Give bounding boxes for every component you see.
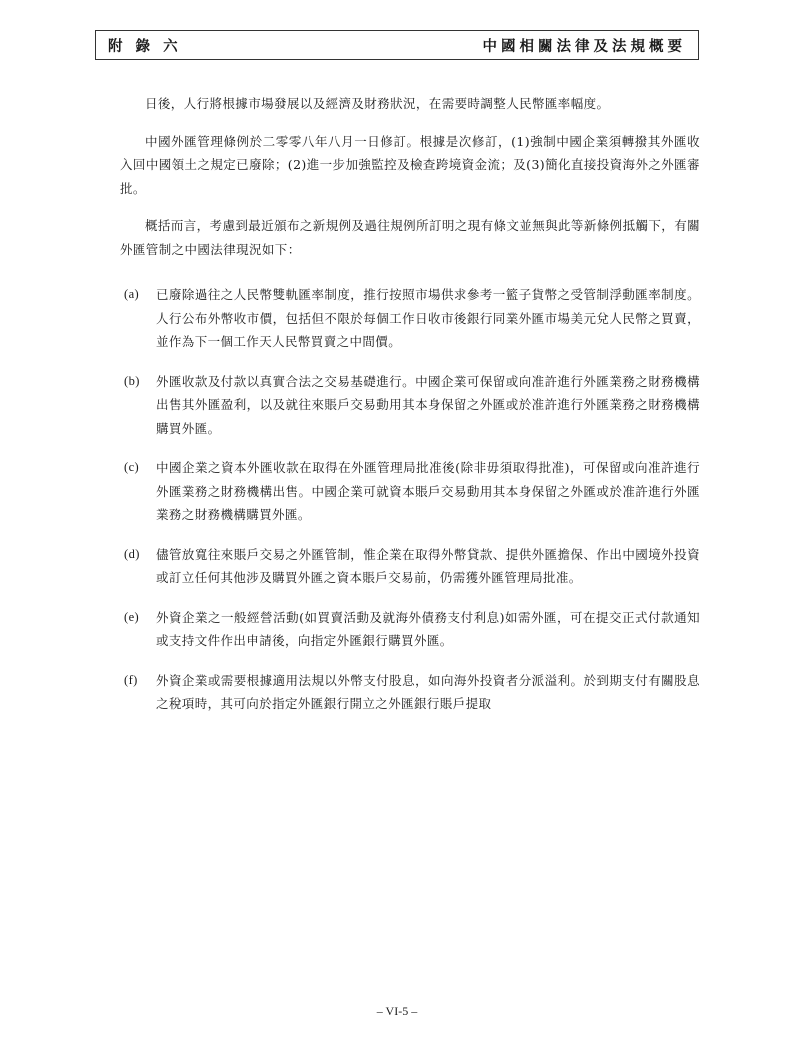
item-text: 已廢除過往之人民幣雙軌匯率制度，推行按照市場供求參考一籃子貨幣之受管制浮動匯率制度。人行公布外幣收市價，包括但不限於每個工作日收市後銀行同業外匯市場美元兌人民幣之買賣，並作為下一個工作天人民幣買賣之中間價。 xyxy=(156,287,700,349)
list-item xyxy=(120,543,700,590)
item-label: (f) xyxy=(124,672,138,687)
list-item xyxy=(120,606,700,653)
item-label: (b) xyxy=(124,373,140,388)
item-text: 外資企業或需要根據適用法規以外幣支付股息，如向海外投資者分派溢利。於到期支付有關股息之稅項時，其可向於指定外匯銀行開立之外匯銀行賬戶提取 xyxy=(156,672,700,711)
item-label: (e) xyxy=(124,609,140,624)
paragraph: 概括而言，考慮到最近頒布之新規例及過往規例所訂明之現有條文並無與此等新條例抵觸下，有關外匯管制之中國法律現況如下： xyxy=(120,218,700,257)
header-section-title: 中國相關法律及法規概要 xyxy=(482,38,686,55)
item-label: (a) xyxy=(124,287,140,301)
list-item xyxy=(120,456,700,527)
item-text: 儘管放寬往來賬戶交易之外匯管制，惟企業在取得外幣貸款、提供外匯擔保、作出中國境外投資或訂立任何其他涉及購買外匯之資本賬戶交易前，仍需獲外匯管理局批准。 xyxy=(156,546,700,585)
page-number: – VI-5 – xyxy=(376,1004,418,1018)
item-list xyxy=(120,283,700,716)
header-appendix-label: 附 錄 六 xyxy=(108,38,182,55)
paragraph: 中國外匯管理條例於二零零八年八月一日修訂。根據是次修訂，(1)強制中國企業須轉撥其外匯收入回中國領土之規定已廢除；(2)進一步加強監控及檢查跨境資金流；及(3)簡化直接投資海外之外匯審批。 xyxy=(120,133,700,196)
item-text: 外資企業之一般經營活動(如買賣活動及就海外債務支付利息)如需外匯，可在提交正式付款通知或支持文件作出申請後，向指定外匯銀行購買外匯。 xyxy=(156,609,700,648)
list-item xyxy=(120,669,700,716)
list-item xyxy=(120,370,700,441)
list-item xyxy=(120,283,700,354)
item-label: (c) xyxy=(124,460,140,474)
item-label: (d) xyxy=(124,546,140,561)
paragraph: 日後，人行將根據市場發展以及經濟及財務狀況，在需要時調整人民幣匯率幅度。 xyxy=(145,96,610,111)
item-text: 外匯收款及付款以真實合法之交易基礎進行。中國企業可保留或向准許進行外匯業務之財務機構出售其外匯盈利，以及就往來賬戶交易動用其本身保留之外匯或於准許進行外匯業務之財務機構購買外匯。 xyxy=(156,373,700,436)
page-body xyxy=(120,92,700,732)
page-header xyxy=(95,30,699,60)
item-text: 中國企業之資本外匯收款在取得在外匯管理局批准後(除非毋須取得批准)，可保留或向准許進行外匯業務之財務機構出售。中國企業可就資本賬戶交易動用其本身保留之外匯或於准許進行外匯業務之財務機構購買外匯。 xyxy=(156,460,700,522)
